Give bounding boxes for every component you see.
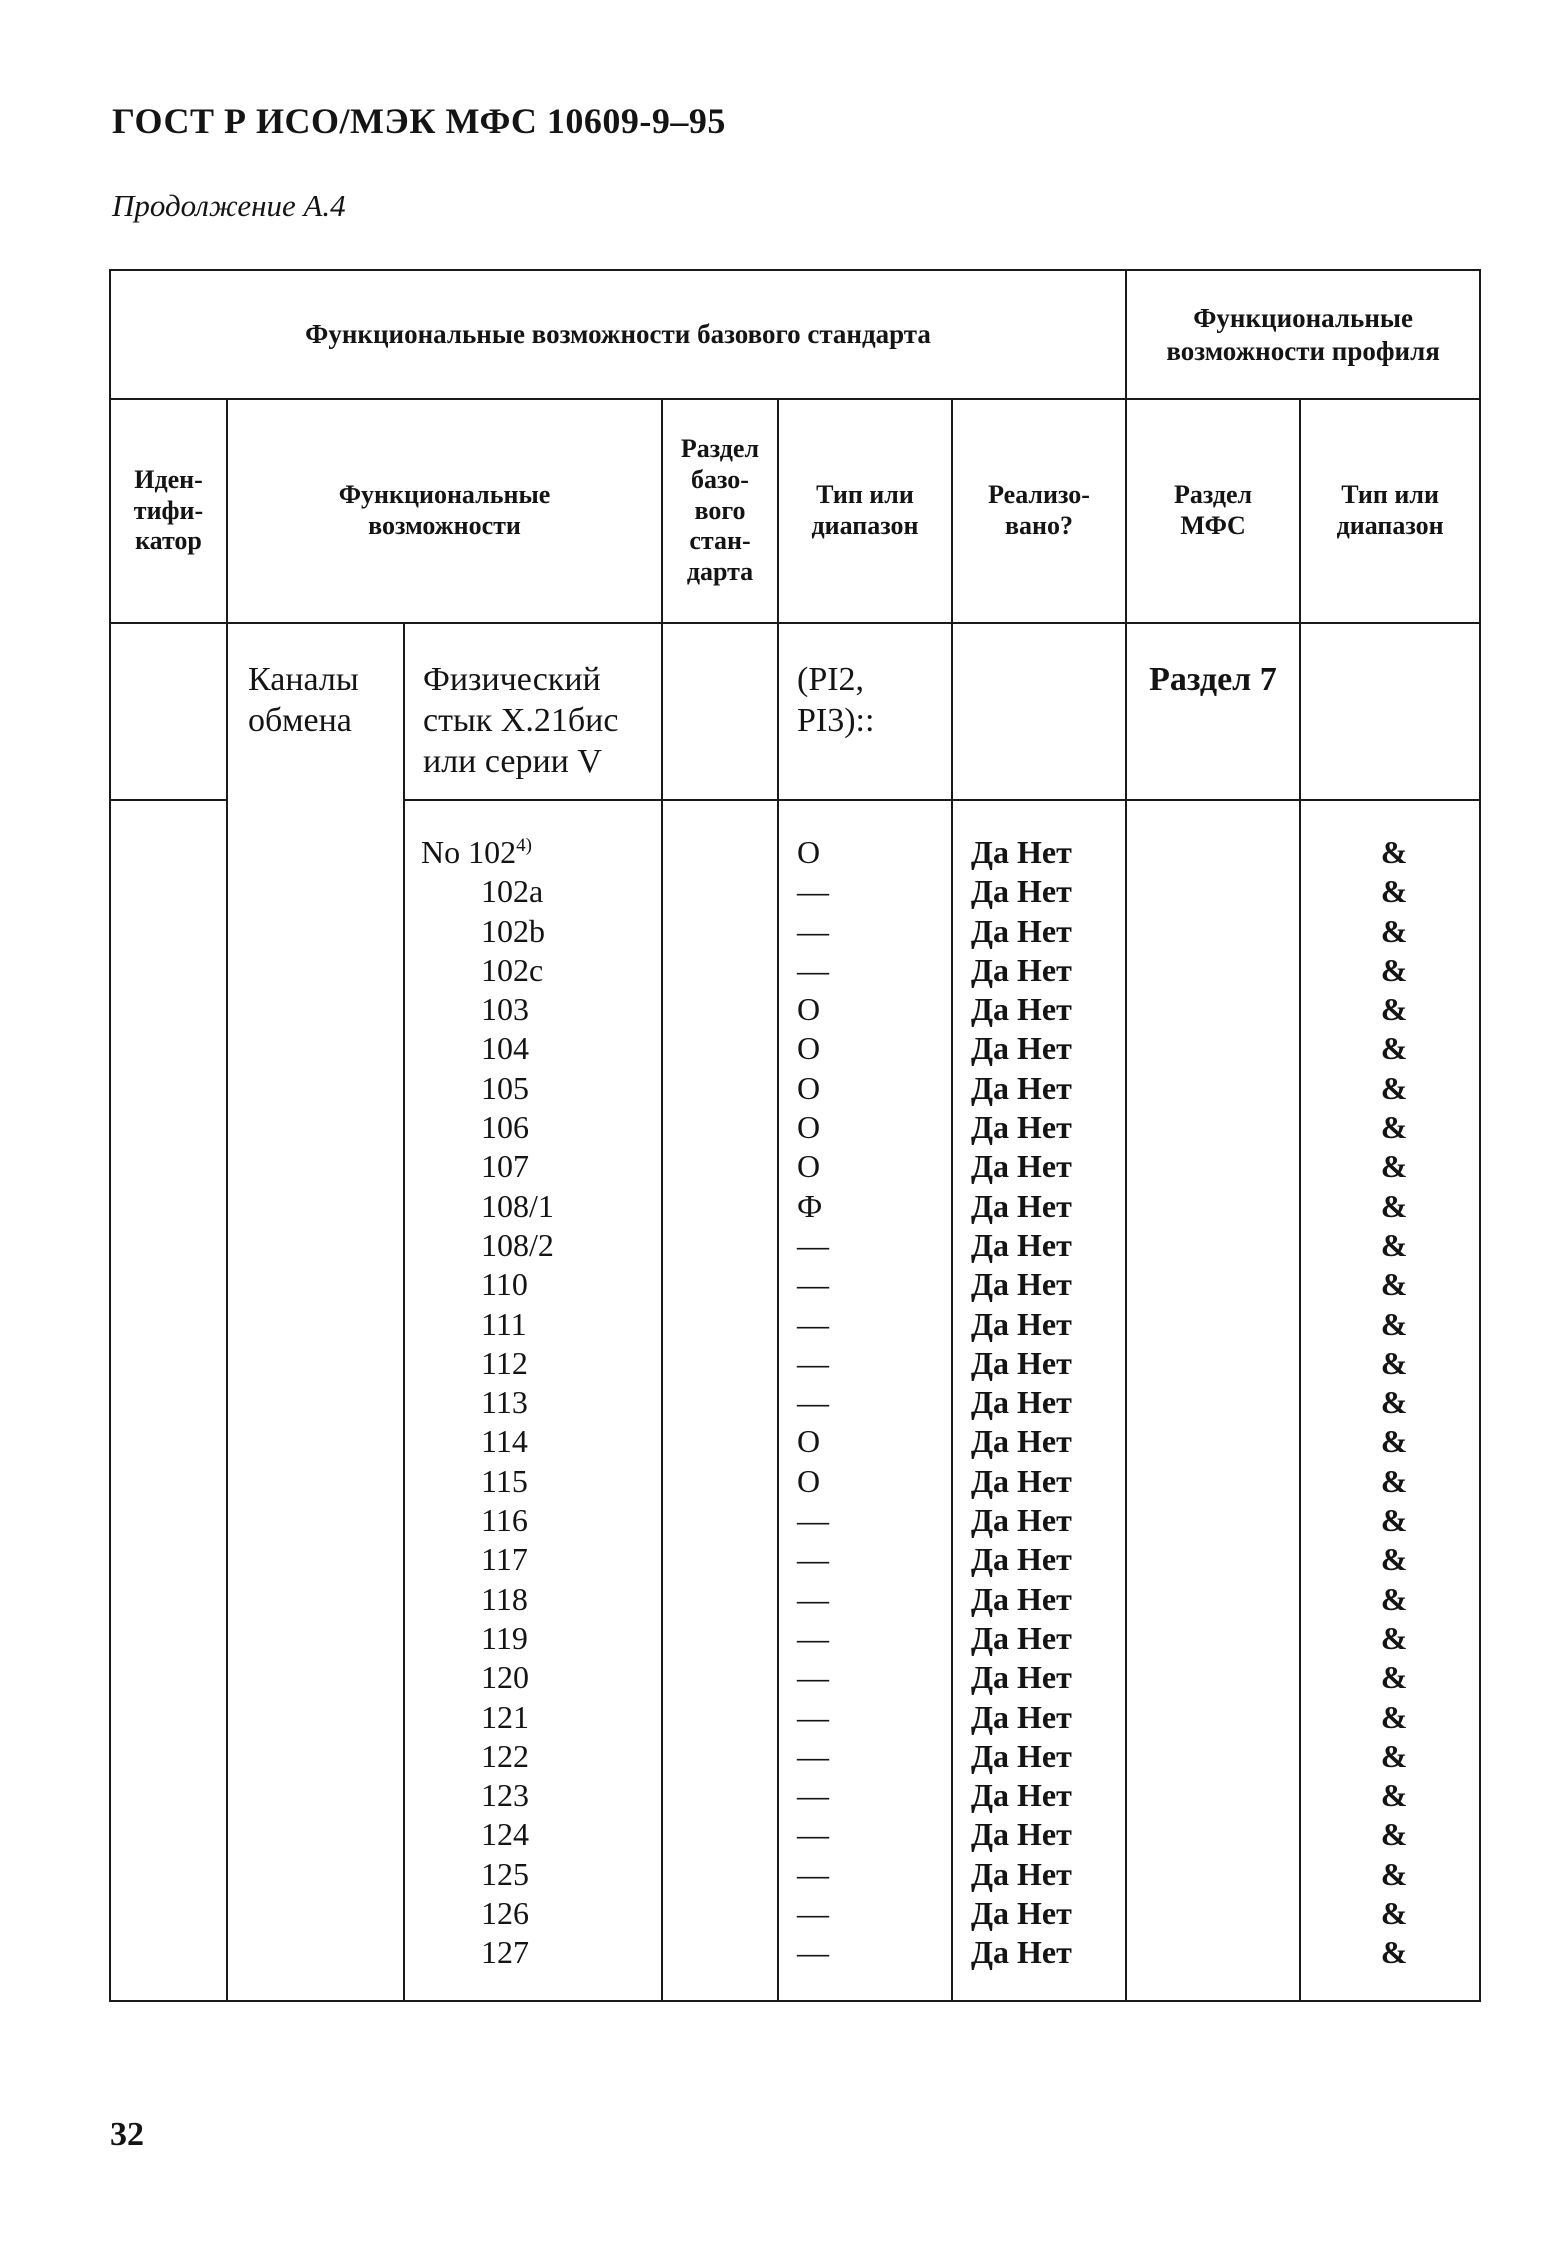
type-value: —	[797, 1698, 829, 1735]
implemented-choice: Да Нет	[971, 1266, 1072, 1303]
type-value: O	[797, 991, 821, 1028]
signal-label: 106	[481, 1109, 529, 1146]
header-line: Раздел	[1174, 480, 1253, 510]
capabilities-table	[109, 269, 1481, 2002]
identifier-cell	[110, 800, 227, 2001]
implemented-choice: Да Нет	[971, 1384, 1072, 1421]
profile-type-value: &	[1380, 1659, 1408, 1696]
profile-type-value: &	[1380, 1502, 1408, 1539]
type-value: —	[797, 1580, 829, 1617]
item-label-line: Физический	[423, 661, 601, 698]
implemented-choice: Да Нет	[971, 1344, 1072, 1381]
profile-type-value: &	[1380, 1934, 1408, 1971]
item-label-line: стык X.21бис	[423, 701, 619, 739]
type-value: —	[797, 1305, 829, 1342]
type-range-cell	[778, 623, 952, 800]
signal-label-text: No 102	[421, 834, 517, 870]
type-list	[778, 800, 952, 2001]
profile-type-value: &	[1380, 1266, 1408, 1303]
signal-label: 112	[481, 1344, 528, 1381]
implemented-choice: Да Нет	[971, 1777, 1072, 1814]
base-standard-group-header: Функциональные возможности базового стандарта	[110, 270, 1126, 399]
capabilities-column-header	[227, 399, 662, 623]
signal-label: 105	[481, 1069, 529, 1106]
type-value: —	[797, 1777, 829, 1814]
implemented-choice: Да Нет	[971, 1187, 1072, 1224]
type-value: —	[797, 1659, 829, 1696]
implemented-choice: Да Нет	[971, 1659, 1072, 1696]
header-line: Тип или	[816, 480, 914, 510]
header-line: диапазон	[811, 511, 919, 540]
type-value: —	[797, 1934, 829, 1971]
signal-label: 116	[481, 1502, 528, 1539]
signal-label: 110	[481, 1266, 528, 1303]
signal-label: 115	[481, 1462, 528, 1499]
header-line: вано?	[1005, 511, 1074, 540]
implemented-choice: Да Нет	[971, 1226, 1072, 1263]
profile-type-value: &	[1380, 1148, 1408, 1185]
implemented-column-header	[952, 399, 1126, 623]
group-label-line: обмена	[248, 701, 352, 739]
type-value: O	[797, 1069, 821, 1106]
implemented-choice: Да Нет	[971, 1109, 1072, 1146]
signal-label: 102c	[481, 951, 544, 988]
signal-label: 107	[481, 1148, 529, 1185]
profile-type-value: &	[1380, 991, 1408, 1028]
profile-type-value: &	[1380, 1305, 1408, 1342]
implemented-cell	[952, 623, 1126, 800]
continuation-caption: Продолжение А.4	[112, 188, 346, 223]
header-line: тифи-	[133, 495, 204, 525]
header-line: диапазон	[1336, 511, 1444, 540]
header-line: стан-	[689, 526, 751, 556]
type-value: —	[797, 1384, 829, 1421]
mfs-section-column-header	[1126, 399, 1300, 623]
profile-type-value: &	[1380, 834, 1408, 870]
type-value: —	[797, 1816, 829, 1853]
implemented-choice: Да Нет	[971, 951, 1072, 988]
type-value: O	[797, 1148, 821, 1185]
type-label-line: PI3)::	[797, 701, 875, 739]
type-value: —	[797, 1737, 829, 1774]
profile-type-cell	[1300, 623, 1480, 800]
profile-type-value: &	[1380, 1069, 1408, 1106]
type-value: —	[797, 1895, 829, 1932]
profile-type-value: &	[1380, 1777, 1408, 1814]
implemented-choice: Да Нет	[971, 1423, 1072, 1460]
type-value: O	[797, 1030, 821, 1067]
signal-label: 127	[481, 1934, 529, 1971]
profile-type-value: &	[1380, 1737, 1408, 1774]
type-value: O	[797, 1462, 821, 1499]
profile-type-value: &	[1380, 1541, 1408, 1578]
footnote-marker: 4)	[516, 835, 532, 856]
header-line: возможности	[368, 511, 521, 540]
implemented-choice: Да Нет	[971, 1541, 1072, 1578]
identifier-cell	[110, 623, 227, 800]
implemented-list	[952, 800, 1126, 2001]
profile-type-value: &	[1380, 1580, 1408, 1617]
page-number: 32	[110, 2116, 144, 2153]
type-value: —	[797, 1344, 829, 1381]
profile-type-value: &	[1380, 1855, 1408, 1892]
implemented-choice: Да Нет	[971, 1069, 1072, 1106]
type-range-column-header	[778, 399, 952, 623]
profile-type-value: &	[1380, 1816, 1408, 1853]
type-value: O	[797, 1423, 821, 1460]
type-value: —	[797, 1226, 829, 1263]
profile-type-value: &	[1380, 1423, 1408, 1460]
implemented-choice: Да Нет	[971, 1462, 1072, 1499]
header-line: Функциональные	[338, 480, 551, 510]
signal-label: 125	[481, 1855, 529, 1892]
profile-type-value: &	[1380, 873, 1408, 910]
implemented-choice: Да Нет	[971, 912, 1072, 949]
signal-label: 126	[481, 1895, 529, 1932]
header-line: базо-	[691, 464, 749, 494]
identifier-column-header	[110, 399, 227, 623]
signal-label: 108/2	[481, 1226, 554, 1263]
signal-label: 121	[481, 1698, 529, 1735]
signal-label: 117	[481, 1541, 528, 1578]
header-line: МФС	[1180, 511, 1246, 540]
header-line: Раздел	[680, 434, 760, 464]
profile-group-header	[1126, 270, 1480, 399]
type-value: —	[797, 912, 829, 949]
type-value: —	[797, 1619, 829, 1656]
profile-type-value: &	[1380, 951, 1408, 988]
mfs-section-cell: Раздел 7	[1126, 623, 1300, 800]
implemented-choice: Да Нет	[971, 1148, 1072, 1185]
signal-label: 118	[481, 1580, 528, 1617]
profile-type-value: &	[1380, 1698, 1408, 1735]
signal-label: 102b	[481, 912, 545, 949]
signal-label: 108/1	[481, 1187, 554, 1224]
header-line: Иден-	[134, 464, 203, 494]
header-line: вого	[694, 495, 746, 525]
mfs-section-cell	[1126, 800, 1300, 2001]
type-value: —	[797, 1541, 829, 1578]
header-line: катор	[135, 526, 202, 556]
profile-group-header-line: Функциональные	[1193, 303, 1413, 334]
implemented-choice: Да Нет	[971, 873, 1072, 910]
signal-label: 122	[481, 1737, 529, 1774]
profile-type-value: &	[1380, 1462, 1408, 1499]
item-cell	[404, 623, 662, 800]
signal-label: 120	[481, 1659, 529, 1696]
base-section-cell	[662, 800, 778, 2001]
profile-type-value: &	[1380, 1344, 1408, 1381]
header-line: Реализо-	[988, 480, 1090, 510]
signal-label: 104	[481, 1030, 529, 1067]
type-value: O	[797, 1109, 821, 1146]
group-label-line: Каналы	[248, 661, 359, 698]
type-value: —	[797, 873, 829, 910]
document-code: ГОСТ Р ИСО/МЭК МФС 10609-9–95	[112, 101, 726, 141]
type-value: —	[797, 951, 829, 988]
profile-type-value: &	[1380, 1030, 1408, 1067]
base-section-cell	[662, 623, 778, 800]
profile-type-value: &	[1380, 1619, 1408, 1656]
group-cell	[227, 623, 404, 2001]
signal-label: 111	[481, 1305, 527, 1342]
implemented-choice: Да Нет	[971, 991, 1072, 1028]
implemented-choice: Да Нет	[971, 1619, 1072, 1656]
implemented-choice: Да Нет	[971, 834, 1072, 870]
implemented-choice: Да Нет	[971, 1305, 1072, 1342]
profile-type-value: &	[1380, 1895, 1408, 1932]
implemented-choice: Да Нет	[971, 1855, 1072, 1892]
signal-label: 113	[481, 1384, 528, 1421]
profile-type-value: &	[1380, 1109, 1408, 1146]
header-line: дарта	[686, 557, 754, 586]
signal-list	[404, 800, 662, 2001]
item-label-line: или серии V	[423, 742, 602, 780]
profile-type-value: &	[1380, 1384, 1408, 1421]
type-value: —	[797, 1502, 829, 1539]
implemented-choice: Да Нет	[971, 1698, 1072, 1735]
profile-group-header-line: возможности профиля	[1166, 335, 1440, 366]
signal-label: 102a	[481, 873, 544, 910]
implemented-choice: Да Нет	[971, 1580, 1072, 1617]
signal-label: 103	[481, 991, 529, 1028]
implemented-choice: Да Нет	[971, 1737, 1072, 1774]
type-value: —	[797, 1855, 829, 1892]
type-label-line: (PI2,	[797, 661, 865, 698]
profile-type-value: &	[1380, 912, 1408, 949]
implemented-choice: Да Нет	[971, 1030, 1072, 1067]
type-value: O	[797, 834, 821, 870]
implemented-choice: Да Нет	[971, 1816, 1072, 1853]
type-value: —	[797, 1266, 829, 1303]
implemented-choice: Да Нет	[971, 1502, 1072, 1539]
signal-label: 124	[481, 1816, 529, 1853]
type-value: Ф	[797, 1187, 823, 1224]
profile-type-value: &	[1380, 1226, 1408, 1263]
signal-label: 119	[481, 1619, 528, 1656]
signal-label	[405, 833, 661, 872]
signal-label: 114	[481, 1423, 528, 1460]
implemented-choice: Да Нет	[971, 1895, 1072, 1932]
profile-type-range-column-header	[1300, 399, 1480, 623]
header-line: Тип или	[1341, 480, 1439, 510]
signal-label: 123	[481, 1777, 529, 1814]
base-section-column-header	[662, 399, 778, 623]
profile-type-value: &	[1380, 1187, 1408, 1224]
profile-type-list	[1300, 800, 1480, 2001]
implemented-choice: Да Нет	[971, 1934, 1072, 1971]
